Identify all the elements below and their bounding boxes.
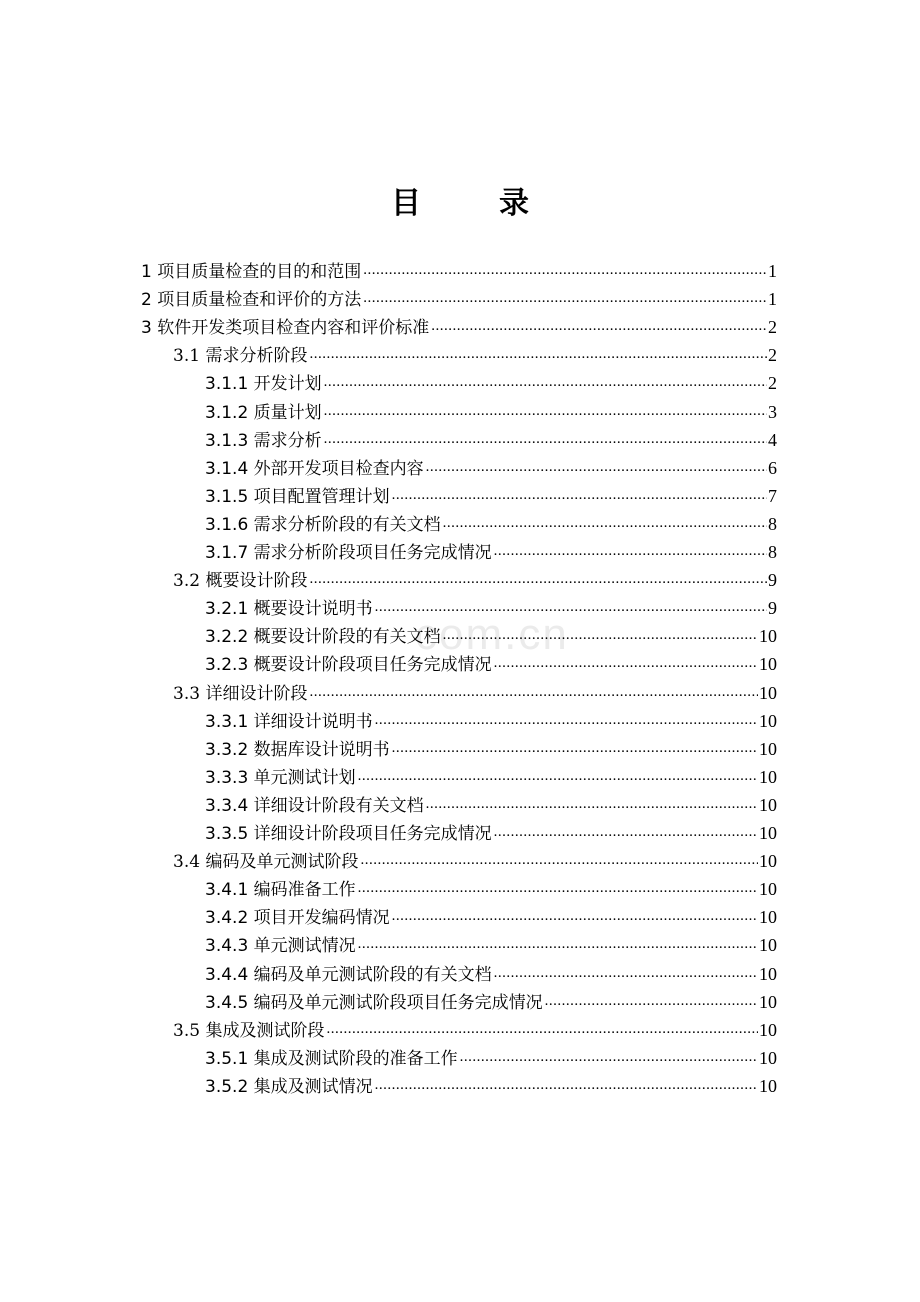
toc-entry-page-number: 2 [768, 373, 777, 394]
toc-entry[interactable] [205, 957, 777, 985]
toc-entry[interactable] [205, 788, 777, 816]
toc-entry-page-number: 10 [759, 710, 777, 731]
toc-entry-label: 3 软件开发类项目检查内容和评价标准 [141, 318, 430, 339]
toc-leader-dots [392, 908, 758, 925]
toc-entry[interactable] [173, 1013, 777, 1041]
toc-entry-label: 3.2.1 概要设计说明书 [205, 599, 373, 620]
toc-entry-label: 3.2.2 概要设计阶段的有关文档 [205, 627, 441, 648]
toc-entry-page-number: 10 [759, 963, 777, 984]
toc-entry-label: 3.5.2 集成及测试情况 [205, 1076, 373, 1097]
toc-leader-dots [309, 684, 758, 701]
toc-entry-label: 3.4.4 编码及单元测试阶段的有关文档 [205, 964, 492, 985]
toc-entry-page-number: 7 [768, 485, 777, 506]
toc-entry-label: 2 项目质量检查和评价的方法 [141, 290, 362, 311]
toc-leader-dots [375, 599, 767, 616]
toc-leader-dots [324, 431, 767, 448]
toc-entry-page-number: 4 [768, 429, 777, 450]
toc-leader-dots [375, 712, 758, 729]
toc-entry[interactable] [205, 704, 777, 732]
toc-leader-dots [494, 965, 758, 982]
toc-leader-dots [426, 459, 767, 476]
toc-entry[interactable] [205, 479, 777, 507]
toc-entry[interactable] [205, 1069, 777, 1097]
toc-entry-page-number: 10 [759, 907, 777, 928]
toc-leader-dots [392, 487, 767, 504]
toc-entry-page-number: 10 [759, 1047, 777, 1068]
toc-leader-dots [443, 627, 758, 644]
toc-leader-dots [363, 290, 767, 307]
toc-entry-label: 3.1.4 外部开发项目检查内容 [205, 458, 424, 479]
toc-entry-label: 3.3.4 详细设计阶段有关文档 [205, 795, 424, 816]
toc-entry-page-number: 10 [759, 851, 777, 872]
toc-entry[interactable] [205, 535, 777, 563]
toc-entry-label: 3.3.3 单元测试计划 [205, 767, 356, 788]
toc-entry-page-number: 6 [768, 457, 777, 478]
toc-entry[interactable] [173, 563, 777, 591]
toc-entry-label: 1 项目质量检查的目的和范围 [141, 262, 362, 282]
toc-entry-label: 3.4.2 项目开发编码情况 [205, 908, 390, 929]
toc-entry[interactable] [205, 872, 777, 900]
toc-entry-label: 3.1.6 需求分析阶段的有关文档 [205, 514, 441, 535]
toc-entry-page-number: 1 [768, 289, 777, 310]
toc-entry[interactable] [205, 451, 777, 479]
toc-entry-label: 3.5 集成及测试阶段 [173, 1020, 325, 1041]
toc-entry-page-number: 10 [759, 654, 777, 675]
toc-entry-page-number: 2 [768, 317, 777, 338]
watermark: com.cn [415, 610, 569, 659]
toc-leader-dots [431, 318, 767, 335]
toc-entry-page-number: 10 [759, 935, 777, 956]
toc-leader-dots [460, 1049, 758, 1066]
toc-leader-dots [426, 796, 758, 813]
toc-entry-page-number: 3 [768, 401, 777, 422]
toc-entry[interactable] [205, 591, 777, 619]
toc-entry-page-number: 9 [768, 570, 777, 591]
toc-entry-page-number: 10 [759, 879, 777, 900]
toc-entry[interactable] [205, 1041, 777, 1069]
toc-entry[interactable] [205, 985, 777, 1013]
toc-entry-label: 3.3.5 详细设计阶段项目任务完成情况 [205, 824, 492, 844]
toc-entry-page-number: 10 [759, 1019, 777, 1040]
toc-entry[interactable] [173, 338, 777, 366]
toc-leader-dots [358, 936, 758, 953]
toc-entry-label: 3.1.7 需求分析阶段项目任务完成情况 [205, 543, 492, 563]
toc-entry-label: 3.1 需求分析阶段 [173, 346, 308, 367]
toc-entry[interactable] [205, 732, 777, 760]
toc-entry-label: 3.4.5 编码及单元测试阶段项目任务完成情况 [205, 992, 543, 1013]
toc-entry-label: 3.1.1 开发计划 [205, 374, 322, 395]
toc-leader-dots [392, 740, 758, 757]
toc-entry-label: 3.3.1 详细设计说明书 [205, 711, 373, 732]
toc-entry-label: 3.5.1 集成及测试阶段的准备工作 [205, 1048, 458, 1069]
toc-leader-dots [494, 655, 758, 672]
toc-leader-dots [545, 993, 758, 1010]
toc-entry-label: 3.4 编码及单元测试阶段 [173, 852, 359, 873]
toc-leader-dots [309, 571, 767, 588]
toc-entry[interactable] [205, 647, 777, 675]
toc-entry[interactable] [141, 310, 777, 338]
toc-entry[interactable] [205, 619, 777, 647]
toc-entry[interactable] [205, 816, 777, 844]
toc-entry[interactable] [205, 366, 777, 394]
toc-entry[interactable] [141, 254, 777, 282]
toc-entry-page-number: 10 [759, 682, 777, 703]
toc-entry[interactable] [205, 507, 777, 535]
toc-entry-label: 3.1.5 项目配置管理计划 [205, 486, 390, 507]
toc-title [0, 178, 920, 222]
toc-entry-label: 3.2 概要设计阶段 [173, 571, 308, 592]
toc-leader-dots [358, 880, 758, 897]
toc-entry-page-number: 10 [759, 738, 777, 759]
toc-leader-dots [494, 824, 758, 841]
toc-entry-page-number: 10 [759, 766, 777, 787]
toc-entry-label: 3.1.2 质量计划 [205, 402, 322, 423]
toc-entry[interactable] [205, 395, 777, 423]
toc-title-part1: 目 [391, 186, 421, 221]
toc-entry-page-number: 2 [768, 345, 777, 366]
toc-entry-label: 3.4.3 单元测试情况 [205, 936, 356, 957]
toc-entry[interactable] [141, 282, 777, 310]
toc-entry-page-number: 1 [768, 261, 777, 281]
toc-entry-label: 3.2.3 概要设计阶段项目任务完成情况 [205, 655, 492, 676]
toc-entry-page-number: 10 [759, 991, 777, 1012]
toc-entry-page-number: 10 [759, 1075, 777, 1096]
toc-leader-dots [324, 374, 767, 391]
toc-entry[interactable] [205, 928, 777, 956]
toc-entry-page-number: 10 [759, 823, 777, 843]
toc-entry-label: 3.3 详细设计阶段 [173, 683, 308, 704]
toc-leader-dots [494, 543, 767, 560]
toc-entry[interactable] [173, 676, 777, 704]
toc-entry-page-number: 8 [768, 542, 777, 562]
toc-leader-dots [363, 262, 767, 279]
toc-entry-label: 3.3.2 数据库设计说明书 [205, 739, 390, 760]
toc-entry-page-number: 10 [759, 794, 777, 815]
toc-entry[interactable] [205, 900, 777, 928]
toc-leader-dots [326, 1021, 758, 1038]
toc-leader-dots [309, 346, 767, 363]
toc-entry-page-number: 8 [768, 513, 777, 534]
toc-entry-page-number: 10 [759, 626, 777, 647]
toc-leader-dots [443, 515, 767, 532]
toc-entry[interactable] [205, 760, 777, 788]
toc-entry-page-number: 9 [768, 598, 777, 619]
toc-leader-dots [358, 768, 758, 785]
toc-leader-dots [375, 1077, 758, 1094]
toc-entry[interactable] [205, 423, 777, 451]
toc-entry-label: 3.1.3 需求分析 [205, 430, 322, 451]
toc-title-part2: 录 [499, 186, 529, 221]
toc-entry[interactable] [173, 844, 777, 872]
toc-leader-dots [360, 852, 758, 869]
toc-entry-label: 3.4.1 编码准备工作 [205, 880, 356, 901]
toc-leader-dots [324, 403, 767, 420]
